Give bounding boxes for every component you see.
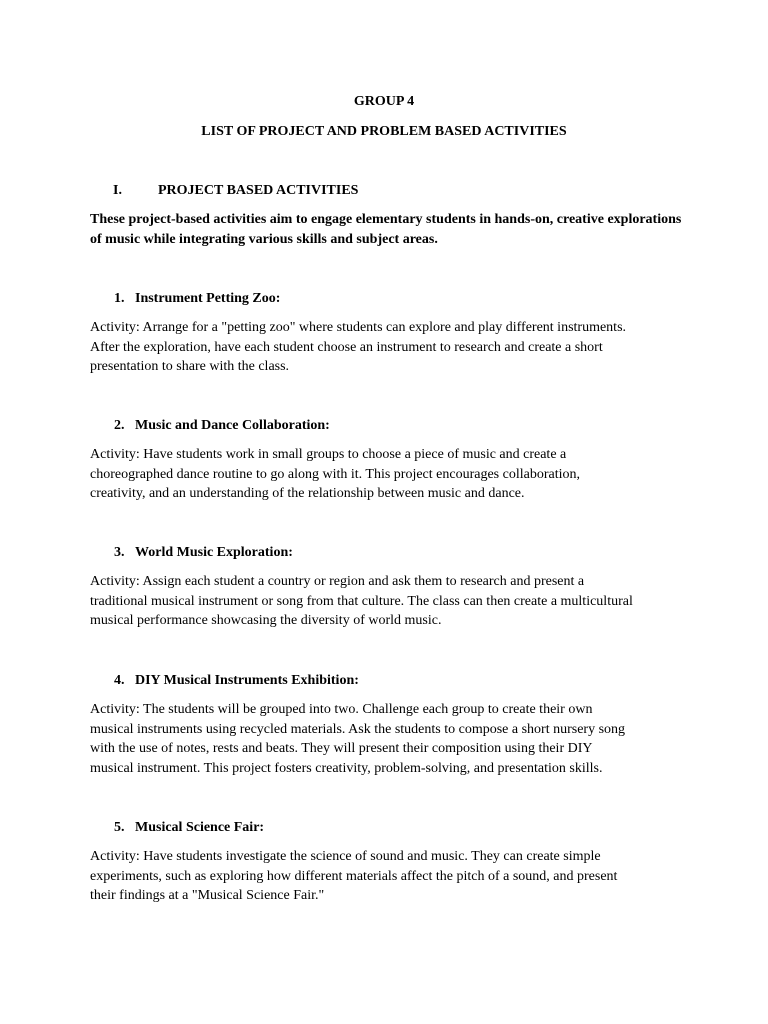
activity-line: Activity: Arrange for a "petting zoo" where students can explore and play different instruments. [90,320,627,335]
activity-heading [114,819,264,837]
activity-line: musical performance showcasing the diversity of world music. [90,613,442,629]
activity-description [90,847,690,906]
activity-line: musical instrument. This project fosters creativity, problem-solving, and presentation skills. [90,760,603,776]
activity-line: creativity, and an understanding of the relationship between music and dance. [90,486,525,502]
activity-line: Activity: Have students investigate the science of sound and music. They can create simple [90,849,601,864]
activity-heading [114,672,359,690]
activity-line: experiments, such as exploring how different materials affect the pitch of a sound, and present [90,868,618,884]
activity-description [90,700,690,778]
section-numeral: I. [113,183,122,198]
activity-number: 5. [114,820,125,835]
activity-line: choreographed dance routine to go along with it. This project encourages collaboration, [90,466,580,482]
intro-line: explorations of music while integrating various skills and subject areas. [90,212,682,247]
document-subtitle: LIST OF PROJECT AND PROBLEM BASED ACTIVITIES [201,124,567,139]
activity-number: 2. [114,418,125,433]
activity-title: Music and Dance Collaboration: [135,418,330,433]
activity-line: presentation to share with the class. [90,359,290,375]
activity-line: Activity: The students will be grouped into two. Challenge each group to create their own [90,702,593,717]
activity-title: World Music Exploration: [135,545,293,560]
activity-heading [114,417,330,435]
activity-line: traditional musical instrument or song from that culture. The class can then create a multicultural [90,593,633,609]
activity-heading [114,544,293,562]
activity-description [90,445,690,504]
document-title: GROUP 4 [353,94,415,109]
activity-heading [114,290,280,308]
activity-line: their findings at a "Musical Science Fair." [90,888,325,904]
activity-line: After the exploration, have each student choose an instrument to research and create a short [90,339,603,355]
activity-line: Activity: Assign each student a country or region and ask them to research and present a [90,574,585,589]
activity-line: with the use of notes, rests and beats. They will present their composition using their DIY [90,741,593,757]
activity-title: DIY Musical Instruments Exhibition: [135,673,359,688]
intro-paragraph [90,210,690,250]
activity-line: musical instruments using recycled materials. Ask the students to compose a short nursery song [90,721,626,737]
section-heading [113,182,358,200]
intro-line: These project-based activities aim to engage elementary students in hands-on, creative [90,212,604,227]
section-title: PROJECT BASED ACTIVITIES [158,183,359,198]
activity-description [90,318,690,377]
activity-number: 4. [114,673,125,688]
activity-title: Musical Science Fair: [135,820,265,835]
activity-number: 3. [114,545,125,560]
activity-description [90,572,690,631]
activity-title: Instrument Petting Zoo: [135,291,281,306]
activity-line: Activity: Have students work in small groups to choose a piece of music and create a [90,447,567,462]
activity-number: 1. [114,291,125,306]
